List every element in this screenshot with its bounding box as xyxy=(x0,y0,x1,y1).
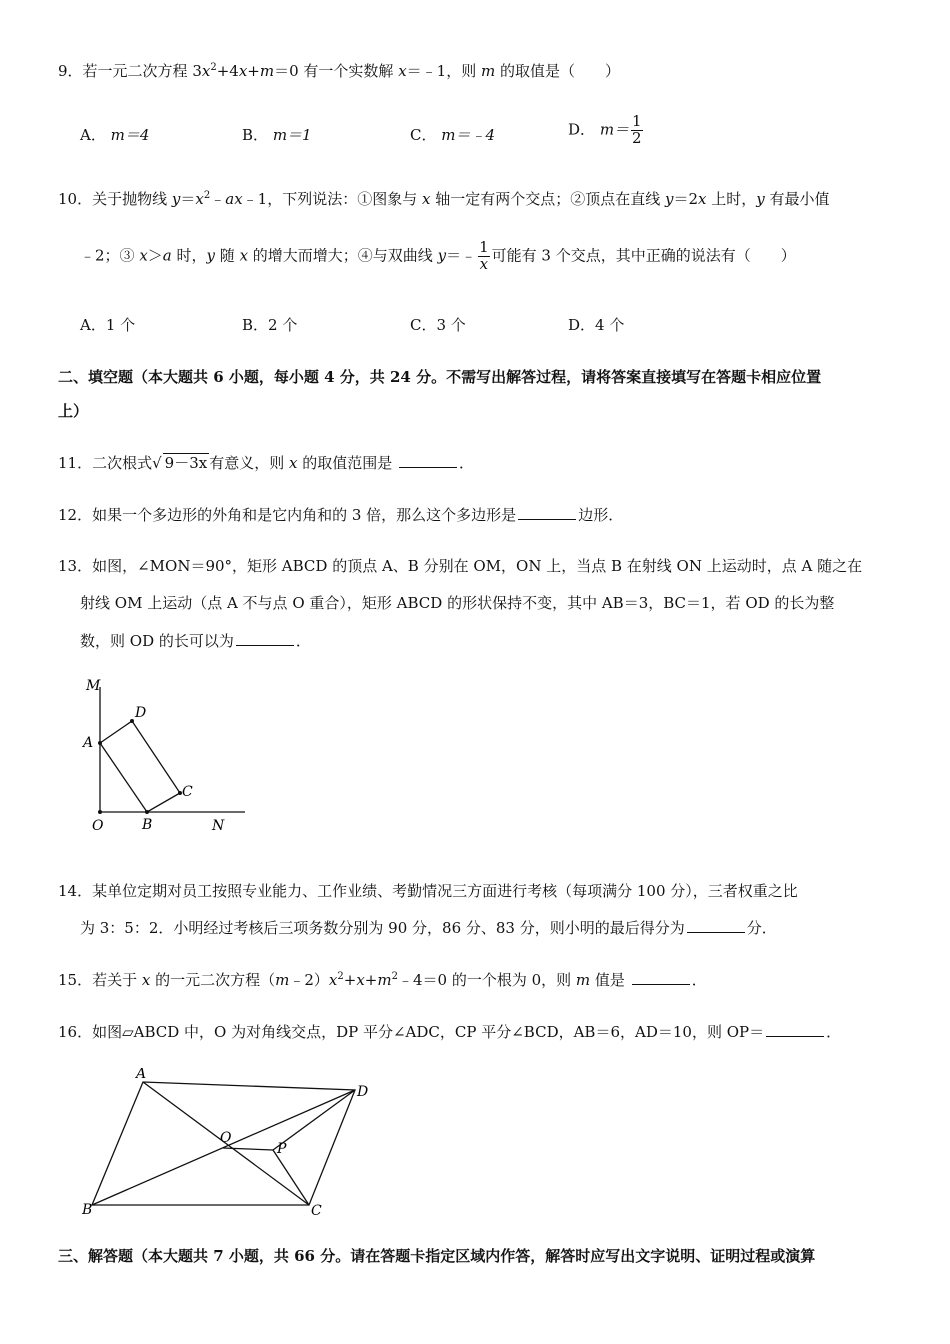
q10-option-a: A．1 个 xyxy=(80,316,136,334)
q10-option-b: B．2 个 xyxy=(242,316,298,334)
label-o: O xyxy=(92,818,104,834)
question-15: 15．若关于 x 的一元二次方程$(m﹣2)x^2+x+m^2﹣4=0$ 的一个根为 0，则 m 值是 ． xyxy=(58,971,707,989)
question-14-line1: 14．某单位定期对员工按照专业能力、工作业绩、考勤情况三方面进行考核（每项满分 100 分），三者权重之比 xyxy=(58,882,798,900)
question-10-line2: ﹣2；③ x＞a 时，y 随 x 的增大而增大；④与双曲线 y＝﹣ $\frac{1}{x}$ 可能有 3 个交点，其中正确的说法有（ ） xyxy=(80,238,796,273)
label-o: O xyxy=(220,1130,232,1146)
section-3-title: 三、解答题（本大题共 7 小题，共 66 分。请在答题卡指定区域内作答，解答时应写出文字说明、证明过程或演算 xyxy=(58,1247,816,1265)
segment-cp xyxy=(273,1150,309,1205)
question-10-line1: 10．关于抛物线 $y=x^2﹣ax﹣1$，下列说法：①图象与 x 轴一定有两个交点；②顶点在直线 y＝2x 上时，y 有最小值 xyxy=(58,190,830,208)
q9-option-b: B． m＝1 xyxy=(242,126,312,144)
label-m: M xyxy=(86,678,101,694)
label-c: C xyxy=(182,784,193,800)
label-p: P xyxy=(277,1141,287,1157)
section-2-title-cont: 上） xyxy=(58,402,89,420)
figure-q13 xyxy=(80,675,260,845)
q9-option-c: C． m＝﹣4 xyxy=(410,126,496,144)
question-11: 11．二次根式√ 9－3x 有意义，则 x 的取值范围是 ． xyxy=(58,454,475,472)
label-b: B xyxy=(142,817,153,833)
question-14-line2: 为 3：5：2．小明经过考核后三项务数分别为 90 分，86 分、83 分，则小明的最后得分为 分． xyxy=(80,919,777,937)
label-n: N xyxy=(212,818,225,834)
question-12: 12．如果一个多边形的外角和是它内角和的 3 倍，那么这个多边形是 边形． xyxy=(58,506,624,524)
question-16: 16．如图▱ABCD 中，O 为对角线交点，DP 平分∠ADC，CP 平分∠BCD，AB＝6，AD＝10，则 OP＝ ． xyxy=(58,1023,842,1041)
section-2-title: 二、填空题（本大题共 6 小题，每小题 4 分，共 24 分。不需写出解答过程，请将答案直接填写在答题卡相应位置 xyxy=(58,368,822,386)
label-a: A xyxy=(83,735,94,751)
label-c: C xyxy=(311,1203,322,1219)
question-13-line1: 13．如图，∠MON＝90°，矩形 ABCD 的顶点 A、B 分别在 OM，ON 上，当点 B 在射线 ON 上运动时，点 A 随之在 xyxy=(58,557,863,575)
q10-option-d: D．4 个 xyxy=(568,316,625,334)
label-d: D xyxy=(135,705,147,721)
label-a: A xyxy=(136,1068,147,1082)
label-d: D xyxy=(357,1084,369,1100)
q10-option-c: C．3 个 xyxy=(410,316,466,334)
rectangle-abcd xyxy=(100,721,180,812)
segment-op xyxy=(223,1148,273,1150)
q9-option-a: A． m＝4 xyxy=(80,126,150,144)
label-b: B xyxy=(82,1202,93,1218)
question-9: 9．若一元二次方程 $3x^2+4x+m=0$ 有一个实数解 x＝﹣1，则 m 的取值是（ ） xyxy=(58,62,620,80)
q9-option-d: D． m＝ $\frac{1}{2}$ xyxy=(568,112,642,147)
question-13-line2: 射线 OM 上运动（点 A 不与点 O 重合），矩形 ABCD 的形状保持不变，其中 AB＝3，BC＝1，若 OD 的长为整 xyxy=(80,594,835,612)
question-13-line3: 数，则 OD 的长可以为 ． xyxy=(80,632,311,650)
figure-q16 xyxy=(80,1068,380,1224)
